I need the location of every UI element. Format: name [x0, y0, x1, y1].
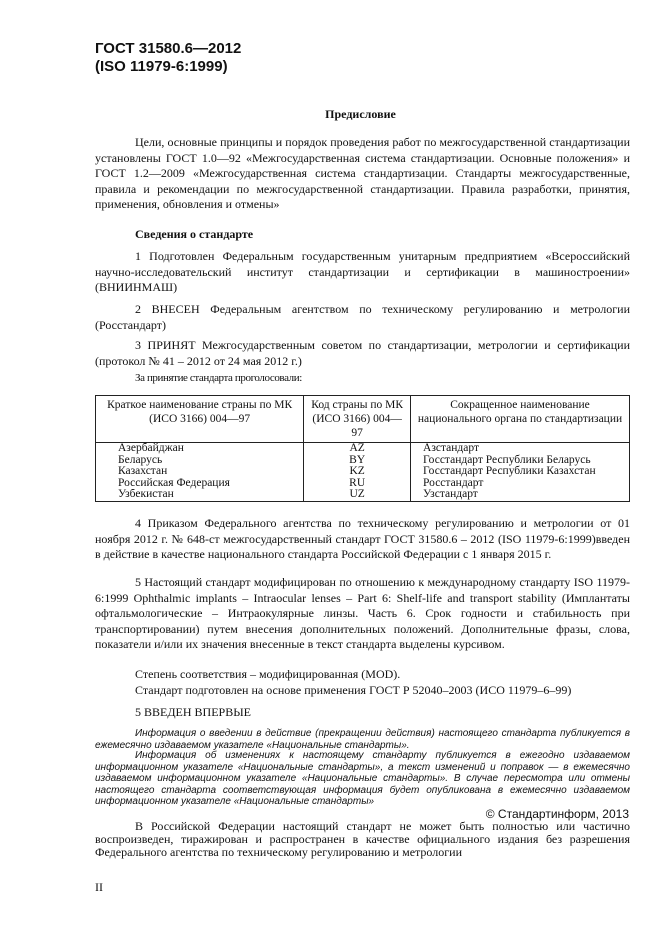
iso-reference: (ISO 11979-6:1999) [95, 58, 228, 75]
country-cell: Узбекистан [96, 489, 304, 501]
page-title: Предисловие [325, 107, 396, 121]
notice-changes: Информация об изменениях к настоящему стандарту публикуется в ежегодно издаваемом информационном указателе «Национальные стандарты», а текст изменений и поправок — в ежемесячно издаваемом информационном указателе «Национальные стандарты». В случае пересмотра или отмены настоящего стандарта соответствующая информация будет опубликована в ежемесячно издаваемом информационном указателе «Национальные стандарты» [95, 750, 630, 807]
code-cell: KZ [304, 466, 411, 478]
header-body: Сокращенное наименование национального органа по стандартизации [411, 396, 630, 443]
country-cell: Российская Федерация [96, 478, 304, 490]
standard-number: ГОСТ 31580.6—2012 [95, 40, 242, 57]
item-3: 3 ПРИНЯТ Межгосударственным советом по стандартизации, метрологии и сертификации (протокол № 41 – 2012 от 24 мая 2012 г.) [95, 338, 630, 368]
body-cell: Госстандарт Республики Беларусь [411, 455, 630, 467]
item-2: 2 ВНЕСЕН Федеральным агентством по техническому регулированию и метрологии (Росстандарт) [95, 302, 630, 332]
standard-designation [95, 40, 241, 76]
code-cell: RU [304, 478, 411, 490]
voted-label: За принятие стандарта проголосовали: [135, 372, 302, 384]
header-code: Код страны по МК (ИСО 3166) 004—97 [304, 396, 411, 443]
degree-line: Степень соответствия – модифицированная (MOD). [135, 667, 401, 681]
intro-paragraph: Цели, основные принципы и порядок проведения работ по межгосударственной стандартизации установлены ГОСТ 1.0—92 «Межгосударственная система стандартизации. Основные положения» и ГОСТ 1.2—2009 «Межгосударственная система стандартизации. Стандарты межгосударственные, правила и рекомендации по межгосударственной стандартизации. Правила разработки, принятия, применения, обновления и отмены» [95, 135, 630, 211]
body-cell: Росстандарт [411, 478, 630, 490]
country-cell: Беларусь [96, 455, 304, 467]
body-cell: Узстандарт [411, 489, 630, 501]
code-cell: BY [304, 455, 411, 467]
table-row [96, 489, 630, 501]
country-cell: Азербайджан [96, 443, 304, 455]
notice-introduction: Информация о введении в действие (прекращении действия) настоящего стандарта публикуется в ежемесячно издаваемом указателе «Национальные стандарты». [95, 728, 630, 751]
country-cell: Казахстан [96, 466, 304, 478]
reproduction-notice: В Российской Федерации настоящий стандарт не может быть полностью или частично воспроизведен, тиражирован и распространен в качестве официального издания без разрешения Федерального агентства по техническому регулированию и метрологии [95, 819, 630, 859]
code-cell: AZ [304, 443, 411, 455]
table-row [96, 443, 630, 455]
table-row [96, 466, 630, 478]
body-cell: Азстандарт [411, 443, 630, 455]
header-country: Краткое наименование страны по МК (ИСО 3166) 004—97 [96, 396, 304, 443]
item-4: 4 Приказом Федерального агентства по техническому регулированию и метрологии от 01 ноября 2012 г. № 648-ст межгосударственный стандарт ГОСТ 31580.6 – 2012 (ISO 11979-6:1999)введен в действие в качестве национального стандарта Российской Федерации с 1 января 2015 г. [95, 516, 630, 561]
item-5: 5 Настоящий стандарт модифицирован по отношению к международному стандарту ISO 11979-6:1999 Ophthalmic implants – Intraocular lenses – Part 6: Shelf-life and transport stability (Имплантаты офтальмологические – Интраокулярные линзы. Часть 6. Срок годности и стабильность при транспортировании) путем внесения дополнительных положений. Дополнительные фразы, слова, показатели и/или их значения внесенные в текст стандарта выделены курсивом. [95, 575, 630, 651]
table-row [96, 478, 630, 490]
item-6: 5 ВВЕДЕН ВПЕРВЫЕ [135, 705, 251, 719]
page-number: II [95, 880, 103, 894]
code-cell: UZ [304, 489, 411, 501]
basis-line: Стандарт подготовлен на основе применения ГОСТ Р 52040–2003 (ИСО 11979–6–99) [135, 683, 572, 697]
table-header-row [96, 396, 630, 443]
body-cell: Госстандарт Республики Казахстан [411, 466, 630, 478]
item-1: 1 Подготовлен Федеральным государственным унитарным предприятием «Всероссийский научно-исследовательский институт стандартизации и сертификации в машиностроении» (ВНИИНМАШ) [95, 249, 630, 294]
info-heading: Сведения о стандарте [135, 227, 254, 241]
copyright: © Стандартинформ, 2013 [485, 807, 629, 821]
voting-table [95, 395, 630, 502]
